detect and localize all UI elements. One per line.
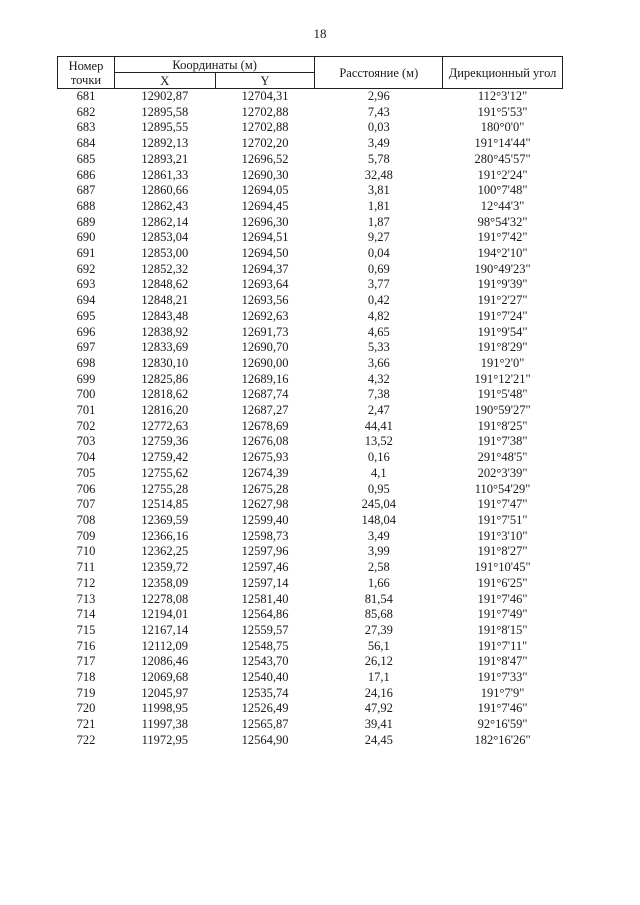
distance-cell: 4,65 — [367, 324, 390, 339]
angle-cell: 191°12'21" — [474, 371, 531, 386]
point-number-cell: 718 — [76, 670, 96, 685]
point-number-cell: 687 — [76, 183, 96, 198]
angle-cell: 191°10'45" — [474, 560, 531, 575]
header-coordinates: Координаты (м) — [114, 57, 315, 73]
point-number-cell: 702 — [76, 418, 96, 433]
x-cell: 12902,87 — [141, 89, 189, 103]
x-cell: 11972,95 — [141, 732, 188, 747]
y-cell: 12674,39 — [241, 465, 289, 480]
page-number: 18 — [313, 26, 327, 41]
table-row — [58, 199, 563, 215]
distance-cell: 4,1 — [370, 465, 387, 480]
distance-cell: 0,03 — [367, 120, 390, 135]
angle-cell: 191°7'11" — [477, 638, 528, 653]
y-cell: 12676,08 — [241, 434, 289, 449]
angle-cell: 191°2'24" — [477, 167, 528, 182]
table-row — [58, 482, 563, 498]
x-cell: 12366,16 — [141, 528, 189, 543]
x-cell: 12895,55 — [141, 120, 189, 135]
angle-cell: 191°7'42" — [477, 230, 528, 245]
angle-cell: 191°7'38" — [477, 434, 528, 449]
y-cell: 12627,98 — [241, 497, 289, 512]
point-number-cell: 699 — [76, 371, 96, 386]
table-row — [58, 497, 563, 513]
y-cell: 12702,88 — [241, 104, 289, 119]
angle-cell: 191°5'48" — [477, 387, 528, 402]
table-row — [58, 607, 563, 623]
point-number-cell: 697 — [76, 340, 96, 355]
y-cell: 12598,73 — [241, 528, 289, 543]
distance-cell: 3,49 — [367, 136, 390, 151]
table-row — [58, 325, 563, 341]
x-cell: 12833,69 — [141, 340, 189, 355]
distance-cell: 26,12 — [364, 654, 393, 669]
angle-cell: 12°44'3" — [480, 198, 525, 213]
distance-cell: 2,58 — [367, 560, 390, 575]
distance-cell: 4,82 — [367, 308, 390, 323]
table-row — [58, 576, 563, 592]
angle-cell: 191°7'46" — [477, 701, 528, 716]
y-cell: 12690,00 — [241, 355, 289, 370]
angle-cell: 191°8'15" — [477, 622, 528, 637]
y-cell: 12694,45 — [241, 198, 289, 213]
point-number-cell: 688 — [76, 198, 96, 213]
x-cell: 12895,58 — [141, 104, 189, 119]
angle-cell: 191°7'9" — [480, 685, 525, 700]
table-row — [58, 466, 563, 482]
y-cell: 12690,30 — [241, 167, 289, 182]
x-cell: 12755,28 — [141, 481, 189, 496]
point-number-cell: 689 — [76, 214, 96, 229]
point-number-cell: 705 — [76, 465, 96, 480]
angle-cell: 191°9'54" — [477, 324, 528, 339]
y-cell: 12694,51 — [241, 230, 289, 245]
y-cell: 12702,88 — [241, 120, 289, 135]
point-number-cell: 691 — [76, 246, 96, 261]
table-row — [58, 183, 563, 199]
x-cell: 12825,86 — [141, 371, 189, 386]
point-number-cell: 693 — [76, 277, 96, 292]
y-cell: 12559,57 — [241, 622, 289, 637]
y-cell: 12694,05 — [241, 183, 289, 198]
distance-cell: 27,39 — [364, 622, 393, 637]
point-number-cell: 704 — [76, 450, 96, 465]
x-cell: 12362,25 — [141, 544, 189, 559]
x-cell: 12838,92 — [141, 324, 189, 339]
angle-cell: 191°8'47" — [477, 654, 528, 669]
distance-cell: 39,41 — [364, 717, 393, 732]
table-row — [58, 89, 563, 105]
y-cell: 12548,75 — [241, 638, 289, 653]
x-cell: 12359,72 — [141, 560, 189, 575]
table-row — [58, 434, 563, 450]
point-number-cell: 716 — [76, 638, 96, 653]
distance-cell: 7,43 — [367, 104, 390, 119]
y-cell: 12597,14 — [241, 575, 289, 590]
angle-cell: 191°8'27" — [477, 544, 528, 559]
y-cell: 12581,40 — [241, 591, 289, 606]
angle-cell: 180°0'0" — [480, 120, 525, 135]
point-number-cell: 722 — [76, 732, 96, 747]
y-cell: 12693,56 — [241, 293, 289, 308]
x-cell: 12045,97 — [141, 685, 189, 700]
x-cell: 12862,43 — [141, 198, 189, 213]
table-row — [58, 152, 563, 168]
table-row — [58, 277, 563, 293]
distance-cell: 2,96 — [367, 89, 390, 103]
header-distance: Расстояние (м) — [315, 57, 443, 89]
angle-cell: 202°3'39" — [477, 465, 528, 480]
distance-cell: 0,42 — [367, 293, 390, 308]
table-row — [58, 136, 563, 152]
distance-cell: 0,16 — [367, 450, 390, 465]
coordinates-table — [57, 56, 563, 749]
table-row — [58, 372, 563, 388]
table-row — [58, 246, 563, 262]
y-cell: 12564,86 — [241, 607, 289, 622]
table-row — [58, 105, 563, 121]
table-row — [58, 403, 563, 419]
y-cell: 12599,40 — [241, 512, 289, 527]
table-row — [58, 262, 563, 278]
table-row — [58, 670, 563, 686]
distance-cell: 32,48 — [364, 167, 393, 182]
header-x: X — [114, 73, 215, 89]
x-cell: 12167,14 — [141, 622, 189, 637]
y-cell: 12597,96 — [241, 544, 289, 559]
x-cell: 12358,09 — [141, 575, 189, 590]
y-cell: 12694,50 — [241, 246, 289, 261]
distance-cell: 245,04 — [361, 497, 396, 512]
distance-cell: 148,04 — [361, 512, 396, 527]
x-cell: 12892,13 — [141, 136, 189, 151]
x-cell: 12194,01 — [141, 607, 189, 622]
table-row — [58, 293, 563, 309]
x-cell: 12848,62 — [141, 277, 189, 292]
angle-cell: 191°9'39" — [477, 277, 528, 292]
x-cell: 12086,46 — [141, 654, 189, 669]
distance-cell: 3,66 — [367, 355, 390, 370]
distance-cell: 4,32 — [367, 371, 390, 386]
table-row — [58, 544, 563, 560]
distance-cell: 3,99 — [367, 544, 390, 559]
y-cell: 12696,30 — [241, 214, 289, 229]
point-number-cell: 709 — [76, 528, 96, 543]
angle-cell: 191°2'0" — [480, 355, 525, 370]
y-cell: 12687,27 — [241, 403, 289, 418]
distance-cell: 5,78 — [367, 151, 390, 166]
point-number-cell: 710 — [76, 544, 96, 559]
distance-cell: 13,52 — [364, 434, 393, 449]
x-cell: 12514,85 — [141, 497, 189, 512]
angle-cell: 92°16'59" — [477, 717, 528, 732]
angle-cell: 191°14'44" — [474, 136, 531, 151]
point-number-cell: 703 — [76, 434, 96, 449]
table-row — [58, 529, 563, 545]
distance-cell: 2,47 — [367, 403, 390, 418]
distance-cell: 3,77 — [367, 277, 390, 292]
angle-cell: 291°48'5" — [477, 450, 528, 465]
distance-cell: 3,49 — [367, 528, 390, 543]
y-cell: 12704,31 — [241, 89, 289, 103]
angle-cell: 110°54'29" — [474, 481, 531, 496]
table-row — [58, 215, 563, 231]
table-row — [58, 356, 563, 372]
point-number-cell: 696 — [76, 324, 96, 339]
x-cell: 12862,14 — [141, 214, 189, 229]
distance-cell: 5,33 — [367, 340, 390, 355]
point-number-cell: 694 — [76, 293, 96, 308]
angle-cell: 191°7'33" — [477, 670, 528, 685]
point-number-cell: 685 — [76, 151, 96, 166]
point-number-cell: 713 — [76, 591, 96, 606]
distance-cell: 1,81 — [367, 198, 390, 213]
point-number-cell: 695 — [76, 308, 96, 323]
point-number-cell: 692 — [76, 261, 96, 276]
point-number-cell: 712 — [76, 575, 96, 590]
y-cell: 12675,93 — [241, 450, 289, 465]
table-body — [58, 89, 563, 749]
point-number-cell: 700 — [76, 387, 96, 402]
x-cell: 12759,36 — [141, 434, 189, 449]
y-cell: 12535,74 — [241, 685, 289, 700]
point-number-cell: 690 — [76, 230, 96, 245]
table-row — [58, 686, 563, 702]
point-number-cell: 707 — [76, 497, 96, 512]
angle-cell: 191°7'24" — [477, 308, 528, 323]
angle-cell: 191°3'10" — [477, 528, 528, 543]
x-cell: 12369,59 — [141, 512, 189, 527]
distance-cell: 85,68 — [364, 607, 393, 622]
angle-cell: 191°2'27" — [477, 293, 528, 308]
angle-cell: 191°7'46" — [477, 591, 528, 606]
angle-cell: 191°5'53" — [477, 104, 528, 119]
angle-cell: 194°2'10" — [477, 246, 528, 261]
distance-cell: 81,54 — [364, 591, 393, 606]
x-cell: 12861,33 — [141, 167, 189, 182]
x-cell: 12860,66 — [141, 183, 189, 198]
distance-cell: 47,92 — [364, 701, 393, 716]
angle-cell: 191°7'51" — [477, 512, 528, 527]
y-cell: 12692,63 — [241, 308, 289, 323]
table-row — [58, 592, 563, 608]
angle-cell: 182°16'26" — [474, 732, 531, 747]
y-cell: 12696,52 — [241, 151, 289, 166]
y-cell: 12565,87 — [241, 717, 289, 732]
x-cell: 12816,20 — [141, 403, 189, 418]
y-cell: 12689,16 — [241, 371, 289, 386]
point-number-cell: 719 — [76, 685, 96, 700]
angle-cell: 191°6'25" — [477, 575, 528, 590]
distance-cell: 7,38 — [367, 387, 390, 402]
x-cell: 12755,62 — [141, 465, 189, 480]
x-cell: 11998,95 — [141, 701, 188, 716]
point-number-cell: 683 — [76, 120, 96, 135]
x-cell: 12843,48 — [141, 308, 189, 323]
distance-cell: 1,87 — [367, 214, 390, 229]
distance-cell: 17,1 — [367, 670, 390, 685]
table-row — [58, 309, 563, 325]
table-row — [58, 654, 563, 670]
x-cell: 12818,62 — [141, 387, 189, 402]
x-cell: 12772,63 — [141, 418, 189, 433]
x-cell: 12853,00 — [141, 246, 189, 261]
point-number-cell: 711 — [76, 560, 96, 575]
angle-cell: 112°3'12" — [477, 89, 528, 103]
y-cell: 12690,70 — [241, 340, 289, 355]
point-number-cell: 681 — [76, 89, 96, 103]
x-cell: 12893,21 — [141, 151, 189, 166]
point-number-cell: 706 — [76, 481, 96, 496]
y-cell: 12693,64 — [241, 277, 289, 292]
x-cell: 11997,38 — [141, 717, 188, 732]
distance-cell: 0,04 — [367, 246, 390, 261]
point-number-cell: 708 — [76, 512, 96, 527]
table-row — [58, 387, 563, 403]
x-cell: 12278,08 — [141, 591, 189, 606]
distance-cell: 44,41 — [364, 418, 393, 433]
y-cell: 12702,20 — [241, 136, 289, 151]
y-cell: 12543,70 — [241, 654, 289, 669]
y-cell: 12526,49 — [241, 701, 289, 716]
table-row — [58, 168, 563, 184]
angle-cell: 191°7'49" — [477, 607, 528, 622]
distance-cell: 3,81 — [367, 183, 390, 198]
point-number-cell: 714 — [76, 607, 96, 622]
x-cell: 12852,32 — [141, 261, 189, 276]
point-number-cell: 701 — [76, 403, 96, 418]
distance-cell: 1,66 — [367, 575, 390, 590]
y-cell: 12694,37 — [241, 261, 289, 276]
table-row — [58, 717, 563, 733]
point-number-cell: 698 — [76, 355, 96, 370]
table-row — [58, 639, 563, 655]
angle-cell: 190°49'23" — [474, 261, 531, 276]
table-row — [58, 120, 563, 136]
header-point-number: Номер точки — [58, 57, 115, 89]
table-row — [58, 623, 563, 639]
y-cell: 12687,74 — [241, 387, 289, 402]
y-cell: 12540,40 — [241, 670, 289, 685]
table-row — [58, 513, 563, 529]
distance-cell: 9,27 — [367, 230, 390, 245]
point-number-cell: 684 — [76, 136, 96, 151]
table-row — [58, 340, 563, 356]
x-cell: 12759,42 — [141, 450, 189, 465]
x-cell: 12112,09 — [141, 638, 188, 653]
angle-cell: 190°59'27" — [474, 403, 531, 418]
x-cell: 12853,04 — [141, 230, 189, 245]
y-cell: 12564,90 — [241, 732, 289, 747]
distance-cell: 24,16 — [364, 685, 393, 700]
distance-cell: 0,69 — [367, 261, 390, 276]
distance-cell: 0,95 — [367, 481, 390, 496]
distance-cell: 24,45 — [364, 732, 393, 747]
point-number-cell: 717 — [76, 654, 96, 669]
point-number-cell: 721 — [76, 717, 96, 732]
header-y: Y — [215, 73, 315, 89]
header-angle: Дирекционный угол — [443, 57, 563, 89]
y-cell: 12675,28 — [241, 481, 289, 496]
point-number-cell: 682 — [76, 104, 96, 119]
angle-cell: 191°7'47" — [477, 497, 528, 512]
point-number-cell: 720 — [76, 701, 96, 716]
x-cell: 12848,21 — [141, 293, 189, 308]
table-row — [58, 450, 563, 466]
angle-cell: 191°8'25" — [477, 418, 528, 433]
angle-cell: 191°8'29" — [477, 340, 528, 355]
x-cell: 12069,68 — [141, 670, 189, 685]
point-number-cell: 715 — [76, 622, 96, 637]
x-cell: 12830,10 — [141, 355, 189, 370]
table-row — [58, 733, 563, 749]
table-row — [58, 701, 563, 717]
angle-cell: 280°45'57" — [474, 151, 531, 166]
angle-cell: 100°7'48" — [477, 183, 528, 198]
y-cell: 12678,69 — [241, 418, 289, 433]
y-cell: 12691,73 — [241, 324, 289, 339]
point-number-cell: 686 — [76, 167, 96, 182]
distance-cell: 56,1 — [367, 638, 390, 653]
table-row — [58, 230, 563, 246]
table-row — [58, 419, 563, 435]
y-cell: 12597,46 — [241, 560, 289, 575]
angle-cell: 98°54'32" — [477, 214, 528, 229]
table-row — [58, 560, 563, 576]
